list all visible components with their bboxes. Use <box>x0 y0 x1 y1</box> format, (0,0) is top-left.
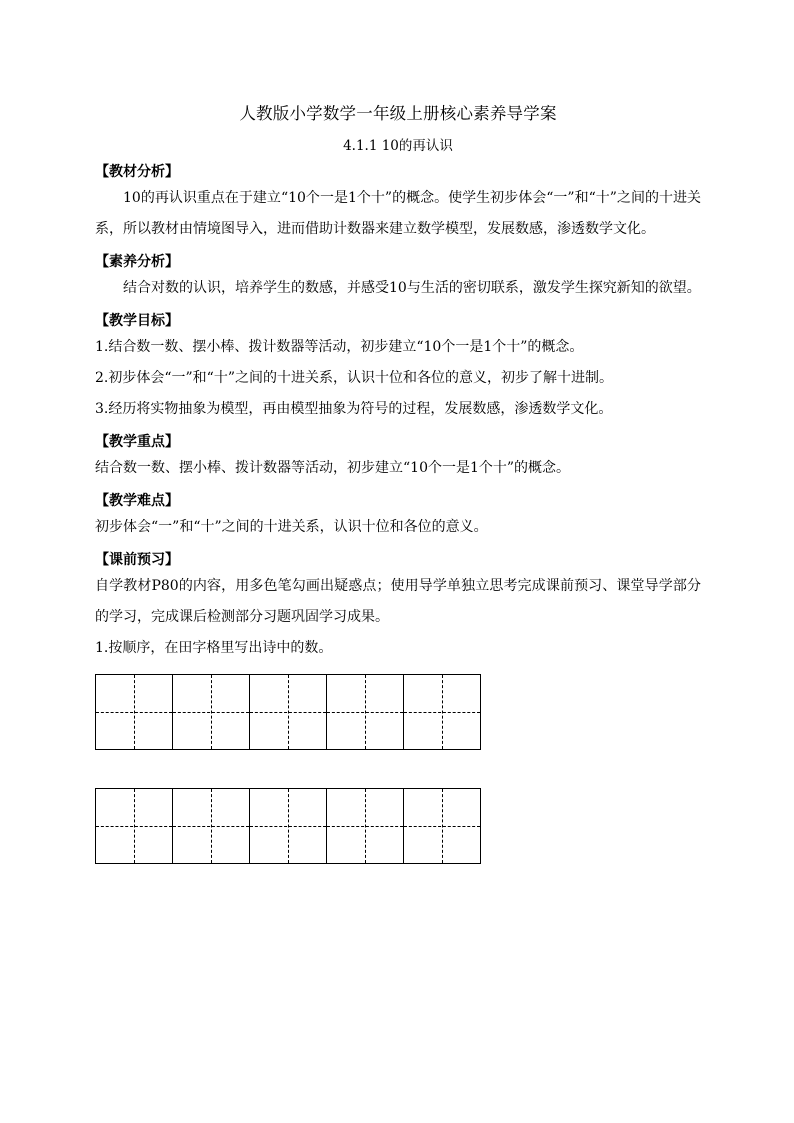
tianzige-cell[interactable] <box>327 789 404 863</box>
goal-item-3: 3.经历将实物抽象为模型，再由模型抽象为符号的过程，发展数感，渗透数学文化。 <box>95 401 613 417</box>
goal-item-2: 2.初步体会“一”和“十”之间的十进关系，认识十位和各位的意义，初步了解十进制。 <box>95 370 613 386</box>
tianzige-row-2 <box>95 788 481 864</box>
tianzige-cell[interactable] <box>173 675 250 749</box>
section-heading-key-points: 【教学重点】 <box>95 434 179 450</box>
tianzige-cell[interactable] <box>327 675 404 749</box>
tianzige-cell[interactable] <box>96 789 173 863</box>
literacy-analysis-text: 结合对数的认识，培养学生的数感，并感受10与生活的密切联系，激发学生探究新知的欲望。 <box>123 280 701 296</box>
key-points-text: 结合数一数、摆小棒、拨计数器等活动，初步建立“10个一是1个十”的概念。 <box>95 460 571 476</box>
tianzige-cell[interactable] <box>96 675 173 749</box>
preview-text: 自学教材P80的内容，用多色笔勾画出疑惑点；使用导学单独立思考完成课前预习、课堂导学部分的学习，完成课后检测部分习题巩固学习成果。 <box>95 578 701 625</box>
difficulties-text: 初步体会“一”和“十”之间的十进关系，认识十位和各位的意义。 <box>95 519 488 535</box>
exercise-prompt: 1.按顺序，在田字格里写出诗中的数。 <box>95 640 333 656</box>
tianzige-cell[interactable] <box>404 675 480 749</box>
section-heading-literacy: 【素养分析】 <box>95 254 179 270</box>
document-title: 人教版小学数学一年级上册核心素养导学案 <box>239 104 557 123</box>
document-subtitle: 4.1.1 10的再认识 <box>343 138 453 154</box>
section-heading-preview: 【课前预习】 <box>95 552 179 568</box>
section-heading-goals: 【教学目标】 <box>95 313 179 329</box>
goal-item-1: 1.结合数一数、摆小棒、拨计数器等活动，初步建立“10个一是1个十”的概念。 <box>95 339 584 355</box>
material-analysis-text: 10的再认识重点在于建立“10个一是1个十”的概念。使学生初步体会“一”和“十”之间的十进关系，所以教材由情境图导入，进而借助计数器来建立数学模型，发展数感，渗透数学文化。 <box>95 190 701 237</box>
section-heading-material: 【教材分析】 <box>95 164 179 180</box>
section-heading-difficulties: 【教学难点】 <box>95 493 179 509</box>
tianzige-cell[interactable] <box>173 789 250 863</box>
tianzige-cell[interactable] <box>250 675 327 749</box>
document-page <box>95 100 701 864</box>
tianzige-row-1 <box>95 674 481 750</box>
tianzige-cell[interactable] <box>250 789 327 863</box>
tianzige-cell[interactable] <box>404 789 480 863</box>
